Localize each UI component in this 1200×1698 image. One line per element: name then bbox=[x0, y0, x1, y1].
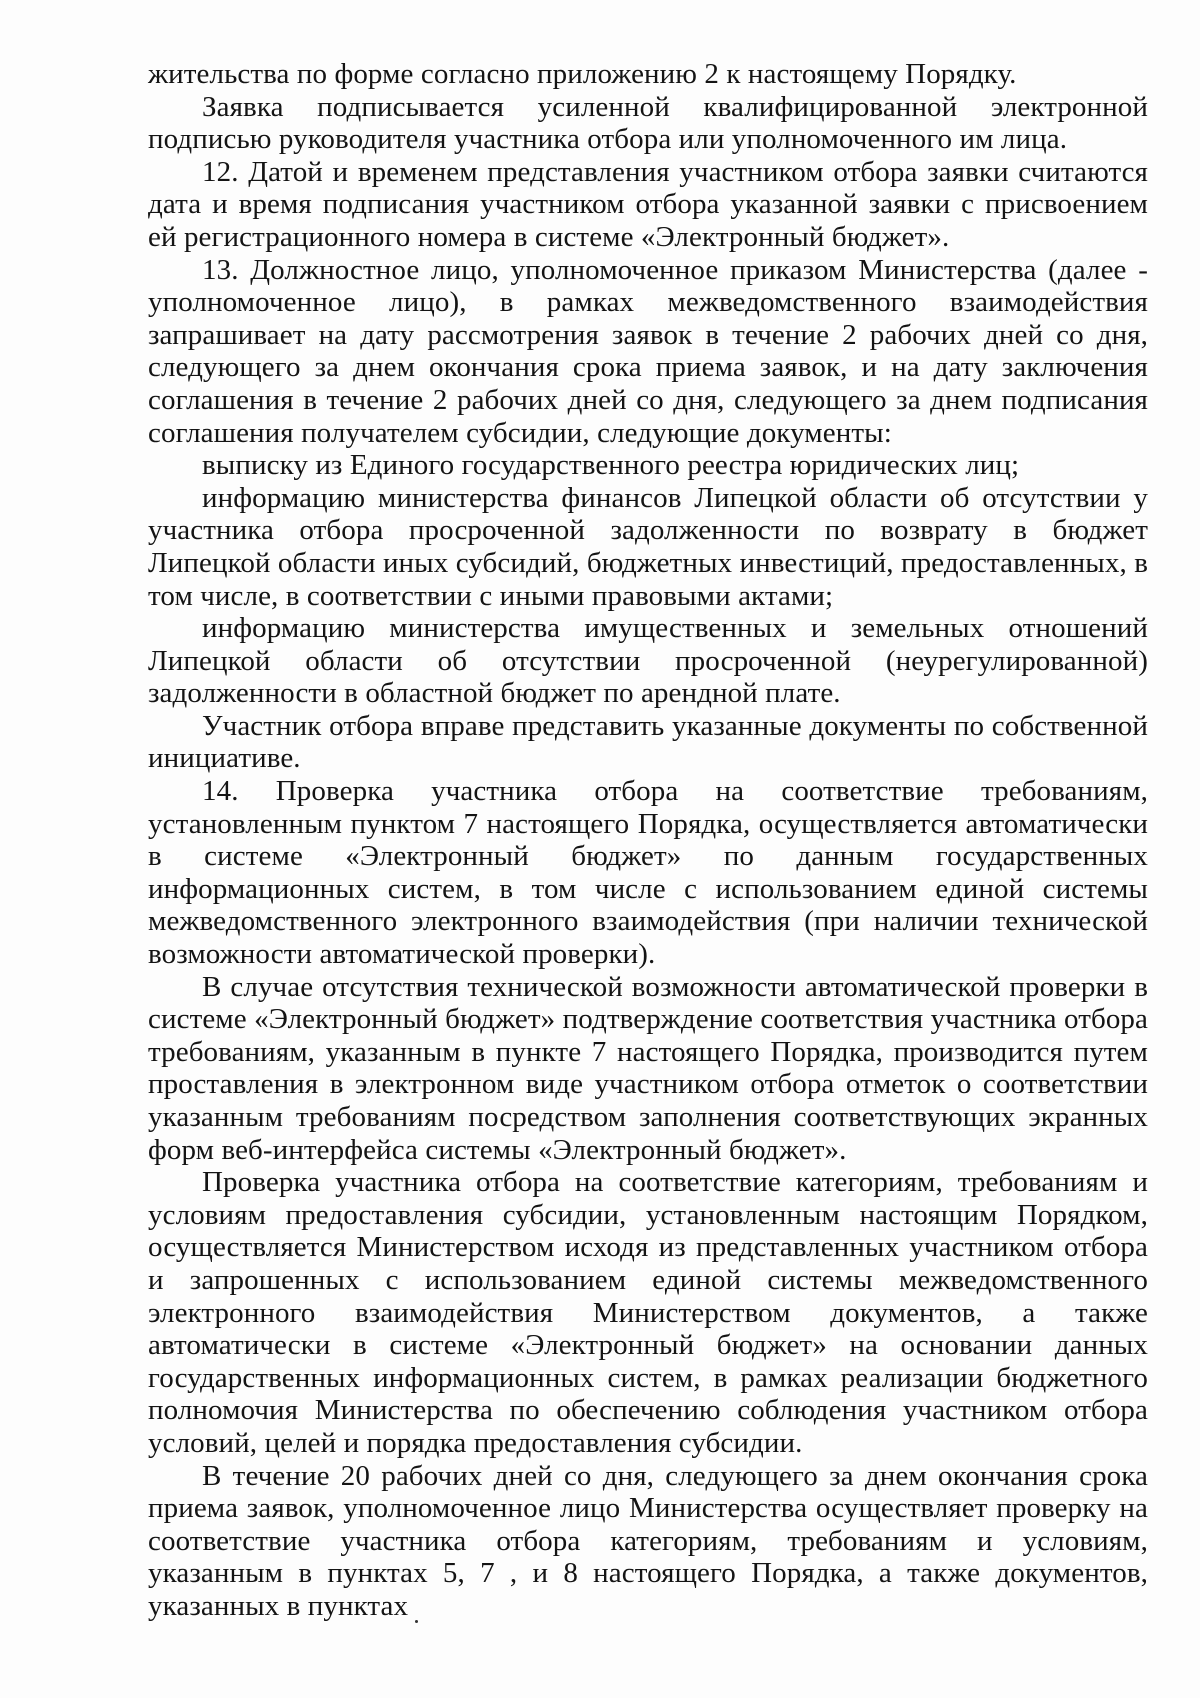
paragraph-13: 13. Должностное лицо, уполномоченное приказом Министерства (далее - уполномоченное лицо), в рамках межведомственного взаимодействия запрашивает на дату рассмотрения заявок в течение 2 рабочих дней со дня, следующего за днем окончания срока приема заявок, и на дату заключения соглашения в течение 2 рабочих дней со дня, следующего за днем подписания соглашения получателем субсидии, следующие документы: bbox=[148, 253, 1148, 449]
scan-speck bbox=[415, 1620, 418, 1623]
paragraph-registry-extract: выписку из Единого государственного реестра юридических лиц; bbox=[202, 449, 1020, 482]
paragraph-20-days: В течение 20 рабочих дней со дня, следующего за днем окончания срока приема заявок, уполномоченное лицо Министерства осуществляет проверку на соответствие участника отбора категориям, требованиям и условиям, указанным в пунктах 5, 7 , и 8 настоящего Порядка, а также документов, указанных в пунктах bbox=[148, 1459, 1148, 1622]
paragraph-continuation: жительства по форме согласно приложению 2 к настоящему Порядку. bbox=[148, 58, 1017, 90]
paragraph-own-initiative: Участник отбора вправе представить указанные документы по собственной инициативе. bbox=[148, 709, 1148, 775]
document-body bbox=[148, 58, 1148, 1623]
paragraph-signature: Заявка подписывается усиленной квалифицированной электронной подписью руководителя участника отбора или уполномоченного им лица. bbox=[148, 90, 1148, 156]
paragraph-property-info: информацию министерства имущественных и земельных отношений Липецкой области об отсутствии просроченной (неурегулированной) задолженности в областной бюджет по арендной плате. bbox=[148, 612, 1148, 710]
paragraph-no-technical-possibility: В случае отсутствия технической возможности автоматической проверки в системе «Электронный бюджет» подтверждение соответствия участника отбора требованиям, указанным в пункте 7 настоящего Порядка, производится путем проставления в электронном виде участником отбора отметок о соответствии указанным требованиям посредством заполнения соответствующих экранных форм веб-интерфейса системы «Электронный бюджет». bbox=[148, 970, 1148, 1166]
paragraph-finance-info: информацию министерства финансов Липецкой области об отсутствии у участника отбора просроченной задолженности по возврату в бюджет Липецкой области иных субсидий, бюджетных инвестиций, предоставленных, в том числе, в соответствии с иными правовыми актами; bbox=[148, 481, 1148, 612]
paragraph-12: 12. Датой и временем представления участником отбора заявки считаются дата и время подписания участником отбора указанной заявки с присвоением ей регистрационного номера в системе «Электронный бюджет». bbox=[148, 155, 1148, 253]
paragraph-participant-check: Проверка участника отбора на соответствие категориям, требованиям и условиям предоставления субсидии, установленным настоящим Порядком, осуществляется Министерством исходя из представленных участником отбора и запрошенных с использованием единой системы межведомственного электронного взаимодействия Министерством документов, а также автоматически в системе «Электронный бюджет» на основании данных государственных информационных систем, в рамках реализации бюджетного полномочия Министерства по обеспечению соблюдения участником отбора условий, целей и порядка предоставления субсидии. bbox=[148, 1166, 1148, 1459]
paragraph-14: 14. Проверка участника отбора на соответствие требованиям, установленным пунктом 7 настоящего Порядка, осуществляется автоматически в системе «Электронный бюджет» по данным государственных информационных систем, в том числе с использованием единой системы межведомственного электронного взаимодействия (при наличии технической возможности автоматической проверки). bbox=[148, 775, 1148, 971]
